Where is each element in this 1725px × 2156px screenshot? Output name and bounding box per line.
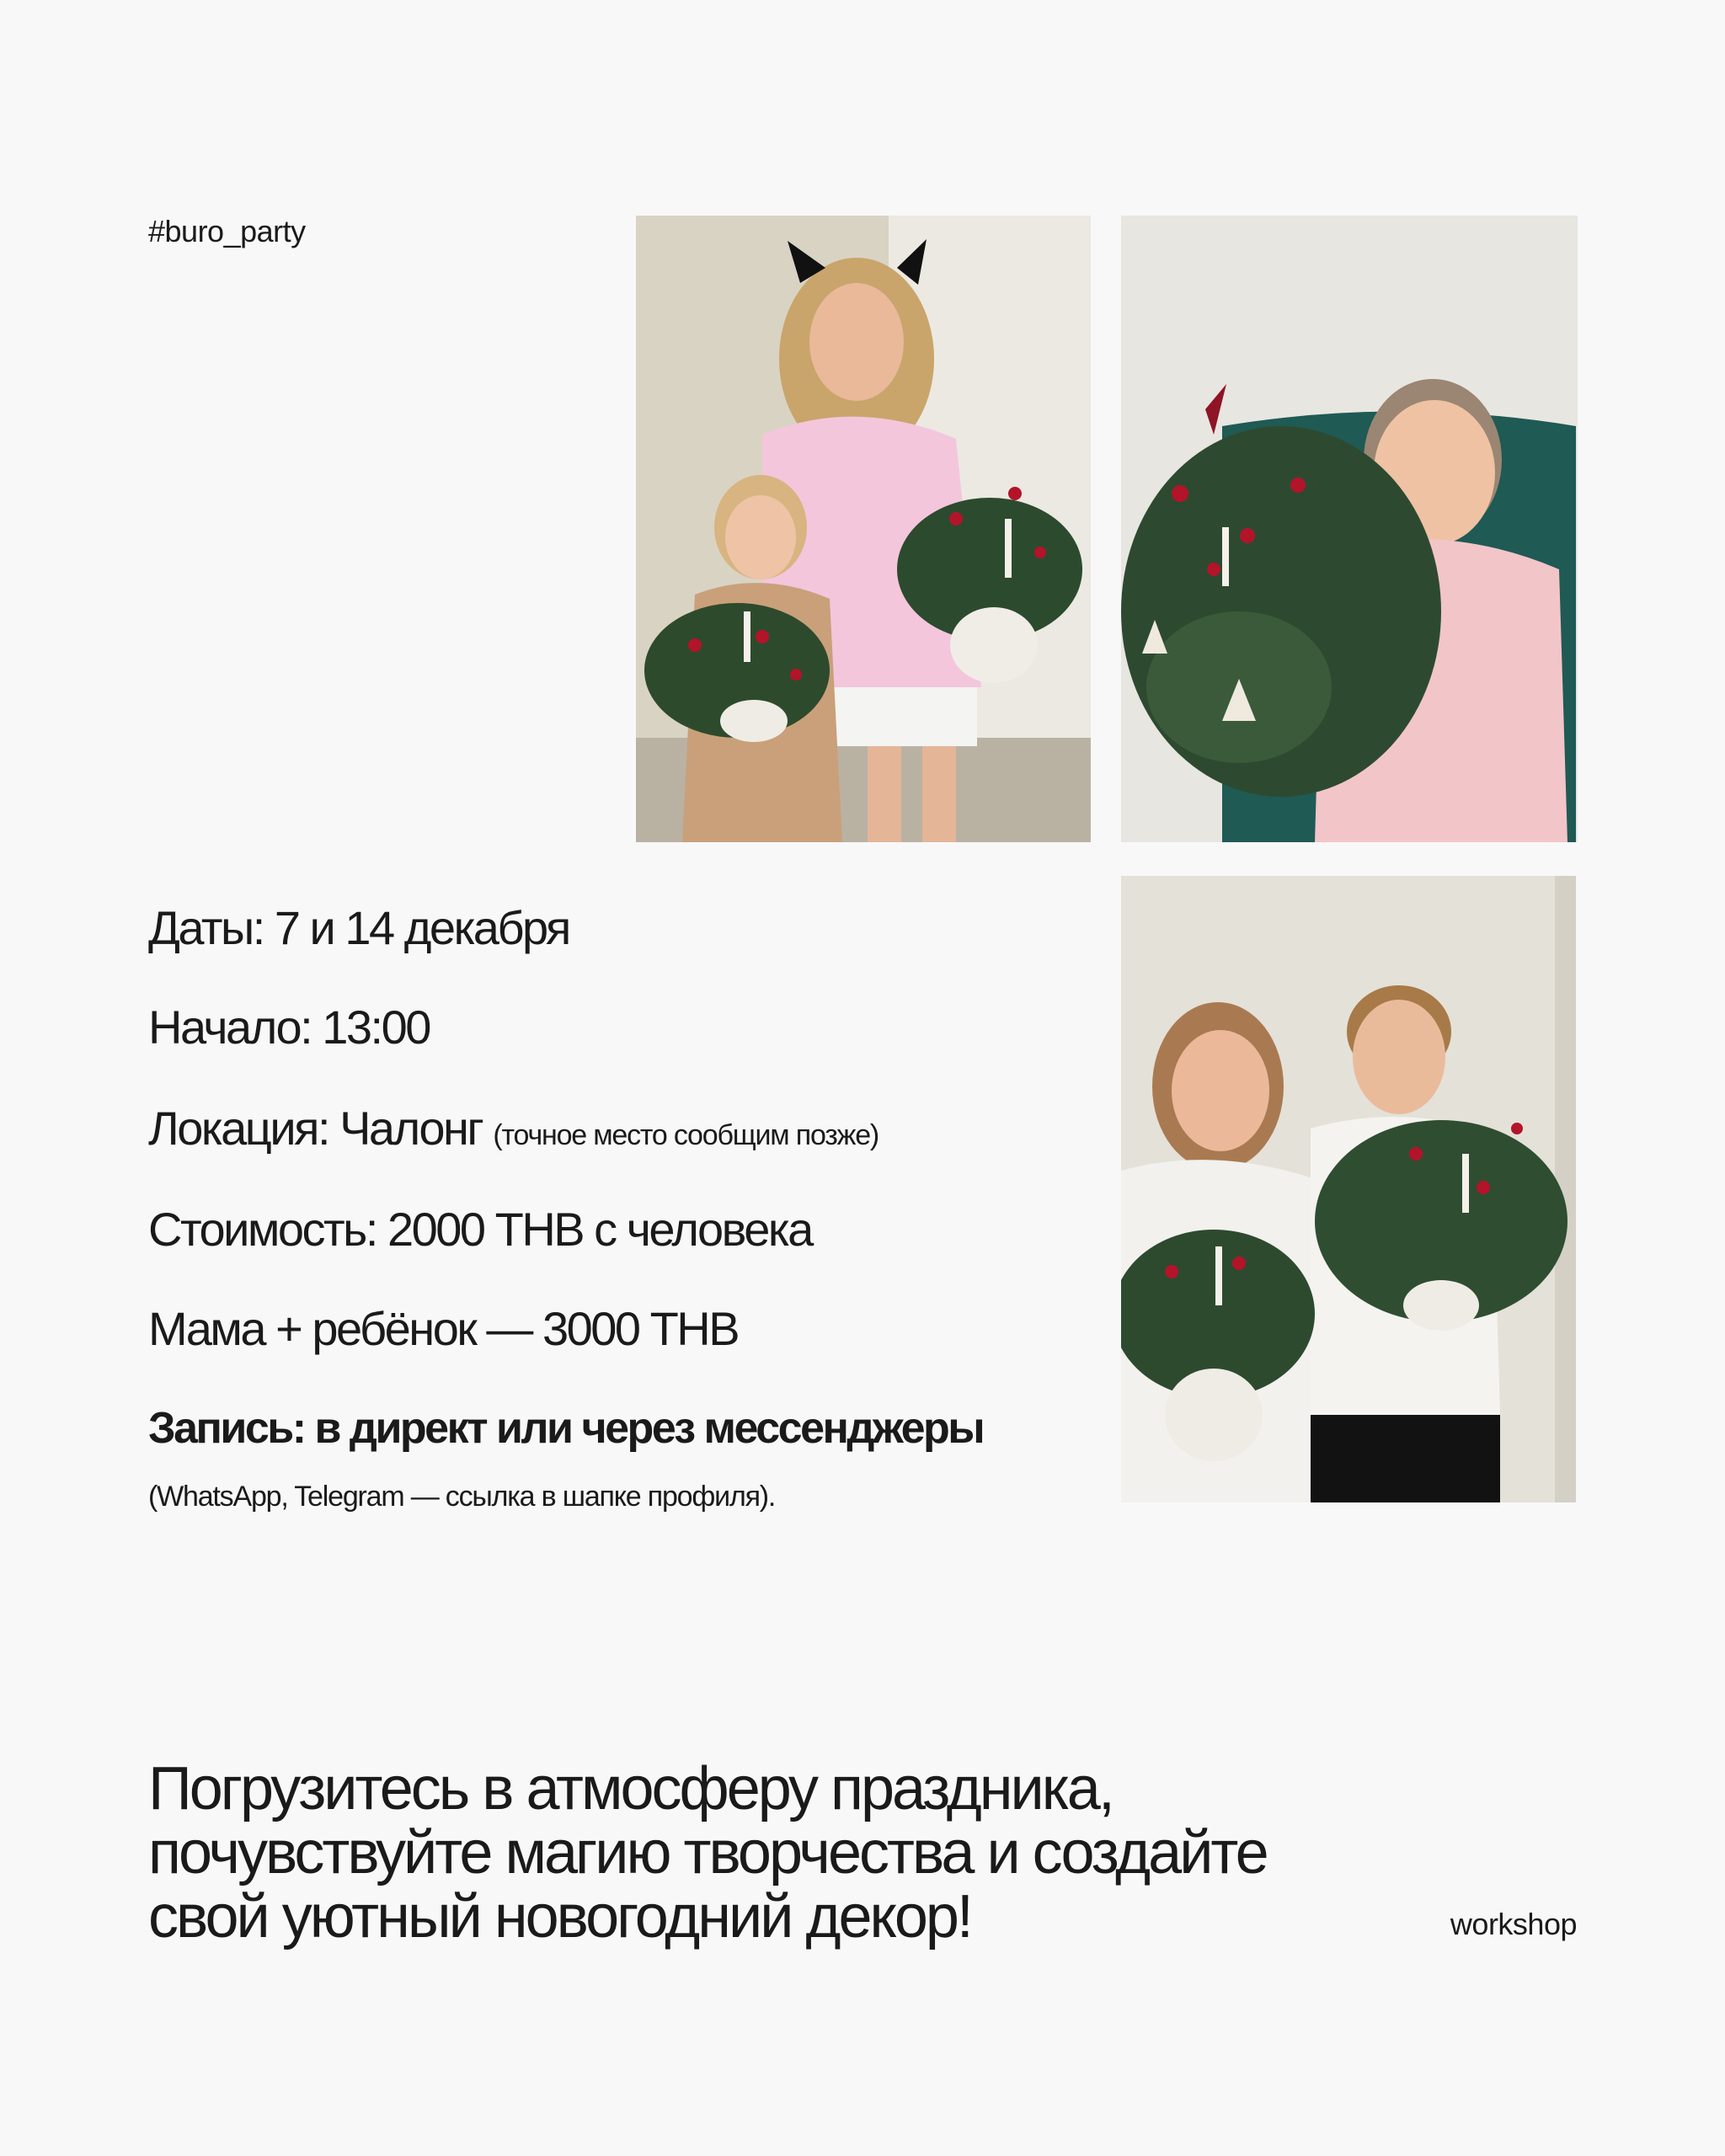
event-price: Стоимость: 2000 THB с человека: [148, 1203, 812, 1256]
tagline-line: почувствуйте магию творчества и создайте: [148, 1819, 1267, 1886]
family-price: Мама + ребёнок — 3000 THB: [148, 1302, 739, 1355]
event-dates: Даты: 7 и 14 декабря: [148, 901, 569, 954]
booking-note: (WhatsApp, Telegram — ссылка в шапке профиля).: [148, 1481, 776, 1513]
photo-mother-and-son: [1121, 876, 1576, 1502]
location-note: (точное место сообщим позже): [493, 1119, 879, 1151]
tagline-line: свой уютный новогодний декор!: [148, 1883, 971, 1951]
photo-boy-with-arrangement: [1121, 216, 1578, 842]
event-location: [148, 1102, 879, 1155]
location-main: Локация: Чалонг: [148, 1102, 483, 1155]
booking-info: Запись: в директ или через мессенджеры: [148, 1404, 984, 1453]
footer-label: workshop: [1450, 1907, 1577, 1941]
hashtag: #buro_party: [148, 214, 306, 248]
photo-mother-and-daughter: [636, 216, 1091, 842]
tagline-line: Погрузитесь в атмосферу праздника,: [148, 1755, 1113, 1822]
tagline: [148, 1757, 1267, 1949]
event-start-time: Начало: 13:00: [148, 1001, 430, 1054]
